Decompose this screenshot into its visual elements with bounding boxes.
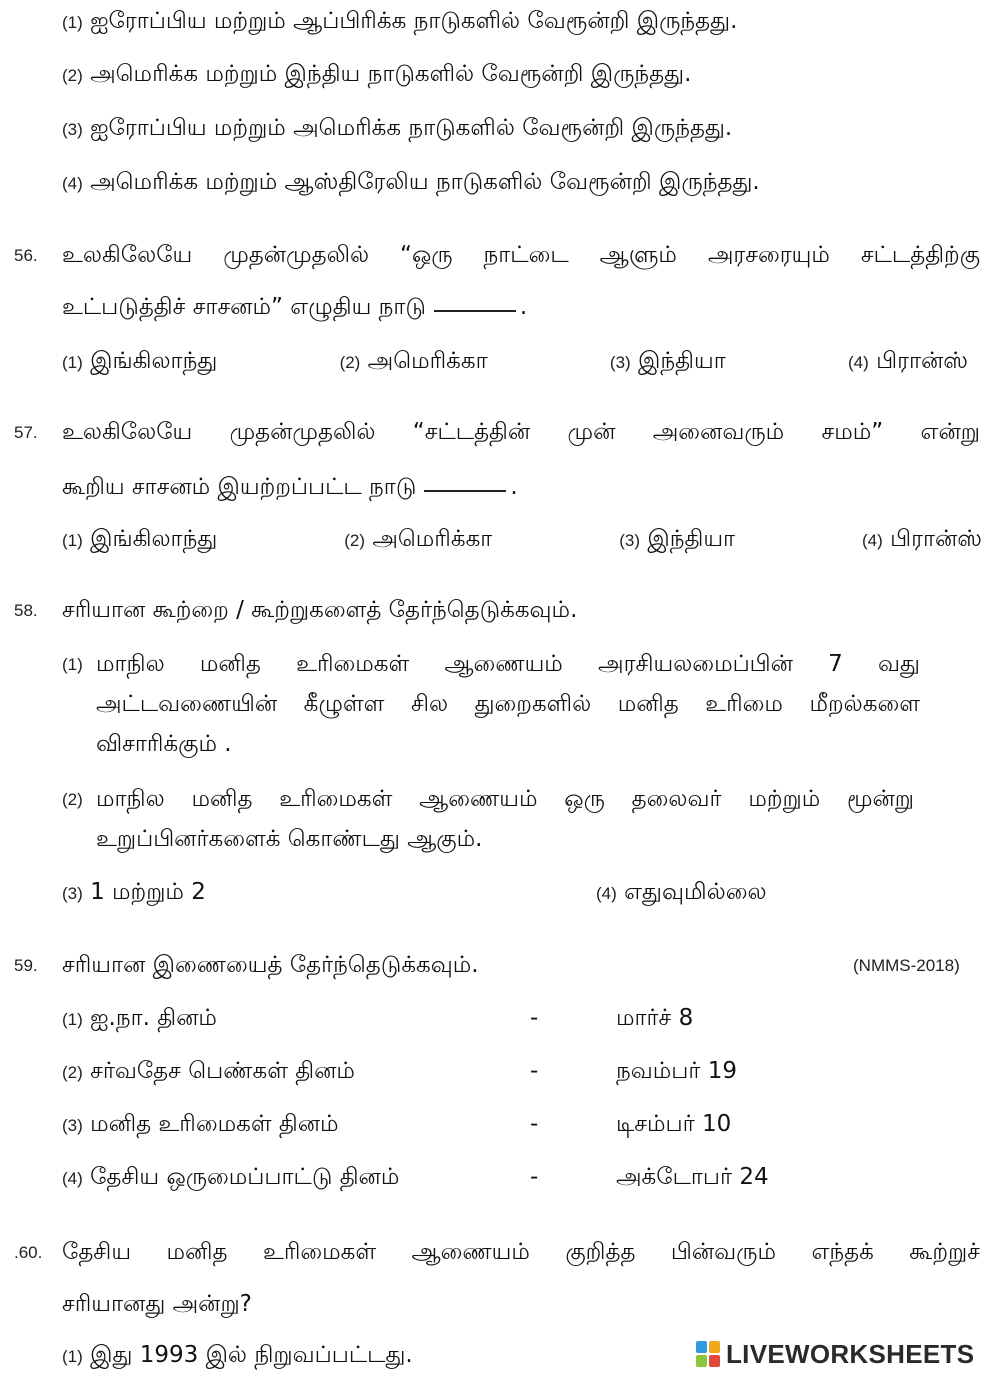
q55-option-2: (2) அமெரிக்க மற்றும் இந்திய நாடுகளில் வேரூன்றி இருந்தது. bbox=[62, 61, 692, 87]
q57-number: 57. bbox=[14, 423, 38, 442]
q59-exam-tag: (NMMS-2018) bbox=[853, 956, 960, 975]
q58-option-1-line3: விசாரிக்கும் . bbox=[96, 731, 232, 757]
q60-number: .60. bbox=[14, 1243, 43, 1262]
q59-number: 59. bbox=[14, 956, 38, 975]
q59-row-3-sep: - bbox=[530, 1111, 539, 1137]
q56-stem-line2: உட்படுத்திச் சாசனம்” எழுதிய நாடு . bbox=[62, 294, 528, 320]
q59-row-4-left: (4) தேசிய ஒருமைப்பாட்டு தினம் bbox=[62, 1164, 400, 1190]
q59-row-3-left: (3) மனித உரிமைகள் தினம் bbox=[62, 1111, 339, 1137]
q59-row-3-right: டிசம்பர் 10 bbox=[616, 1111, 732, 1137]
q58-option-1-number: (1) bbox=[62, 655, 83, 674]
q55-option-4: (4) அமெரிக்க மற்றும் ஆஸ்திரேலிய நாடுகளில் வேரூன்றி இருந்தது. bbox=[62, 169, 760, 195]
q56-option-3: (3) இந்தியா bbox=[609, 348, 726, 374]
q56-stem-line1: உலகிலேயே முதன்முதலில் “ஒரு நாட்டை ஆளும் அரசரையும் சட்டத்திற்கு bbox=[62, 242, 980, 268]
q59-row-4-sep: - bbox=[530, 1164, 539, 1190]
q55-option-3: (3) ஐரோப்பிய மற்றும் அமெரிக்க நாடுகளில் வேரூன்றி இருந்தது. bbox=[62, 115, 733, 141]
q60-option-1: (1) இது 1993 இல் நிறுவப்பட்டது. bbox=[62, 1342, 413, 1368]
q55-option-1: (1) ஐரோப்பிய மற்றும் ஆப்பிரிக்க நாடுகளில் வேரூன்றி இருந்தது. bbox=[62, 8, 738, 34]
q59-stem: சரியான இணையைத் தேர்ந்தெடுக்கவும். bbox=[62, 952, 479, 978]
q56-options bbox=[62, 346, 968, 378]
q60-stem-line2: சரியானது அன்று? bbox=[62, 1291, 252, 1317]
q58-option-1-line2: அட்டவணையின் கீழுள்ள சில துறைகளில் மனித உரிமை மீறல்களை bbox=[96, 691, 920, 717]
q60-stem-line1: தேசிய மனித உரிமைகள் ஆணையம் குறித்த பின்வரும் எந்தக் கூற்றுச் bbox=[62, 1239, 980, 1265]
q58-stem: சரியான கூற்றை / கூற்றுகளைத் தேர்ந்தெடுக்கவும். bbox=[62, 597, 578, 623]
q58-option-2-line1: மாநில மனித உரிமைகள் ஆணையம் ஒரு தலைவர் மற்றும் மூன்று bbox=[96, 786, 914, 812]
q56-option-1: (1) இங்கிலாந்து bbox=[62, 348, 218, 374]
q58-option-2-line2: உறுப்பினர்களைக் கொண்டது ஆகும். bbox=[96, 826, 483, 852]
q57-option-1: (1) இங்கிலாந்து bbox=[62, 526, 218, 552]
q59-row-4-right: அக்டோபர் 24 bbox=[616, 1164, 769, 1190]
q58-option-4: (4) எதுவுமில்லை bbox=[596, 879, 767, 905]
q56-number: 56. bbox=[14, 246, 38, 265]
answer-blank bbox=[434, 310, 516, 312]
q58-option-2-number: (2) bbox=[62, 790, 83, 809]
q58-number: 58. bbox=[14, 601, 38, 620]
q59-row-1-right: மார்ச் 8 bbox=[616, 1005, 694, 1031]
q57-option-2: (2) அமெரிக்கா bbox=[344, 526, 493, 552]
q59-row-2-sep: - bbox=[530, 1058, 539, 1084]
answer-blank bbox=[424, 490, 506, 492]
q59-row-1-sep: - bbox=[530, 1005, 539, 1031]
q57-option-4: (4) பிரான்ஸ் bbox=[862, 526, 982, 552]
q59-row-2-right: நவம்பர் 19 bbox=[616, 1058, 737, 1084]
q59-row-2-left: (2) சர்வதேச பெண்கள் தினம் bbox=[62, 1058, 355, 1084]
liveworksheets-logo bbox=[696, 1340, 974, 1368]
q57-stem-line1: உலகிலேயே முதன்முதலில் “சட்டத்தின் முன் அனைவரும் சமம்” என்று bbox=[62, 419, 980, 445]
q58-option-1-line1: மாநில மனித உரிமைகள் ஆணையம் அரசியலமைப்பின் 7 வது bbox=[96, 651, 920, 677]
q58-option-3: (3) 1 மற்றும் 2 bbox=[62, 879, 206, 905]
liveworksheets-logo-text: LIVEWORKSHEETS bbox=[726, 1338, 975, 1369]
q56-option-2: (2) அமெரிக்கா bbox=[339, 348, 488, 374]
q59-row-1-left: (1) ஐ.நா. தினம் bbox=[62, 1005, 217, 1031]
q56-option-4: (4) பிரான்ஸ் bbox=[848, 348, 968, 374]
q57-option-3: (3) இந்தியா bbox=[619, 526, 736, 552]
q57-stem-line2: கூறிய சாசனம் இயற்றப்பட்ட நாடு . bbox=[62, 474, 518, 500]
q57-options bbox=[62, 524, 982, 556]
liveworksheets-logo-icon bbox=[696, 1341, 720, 1367]
